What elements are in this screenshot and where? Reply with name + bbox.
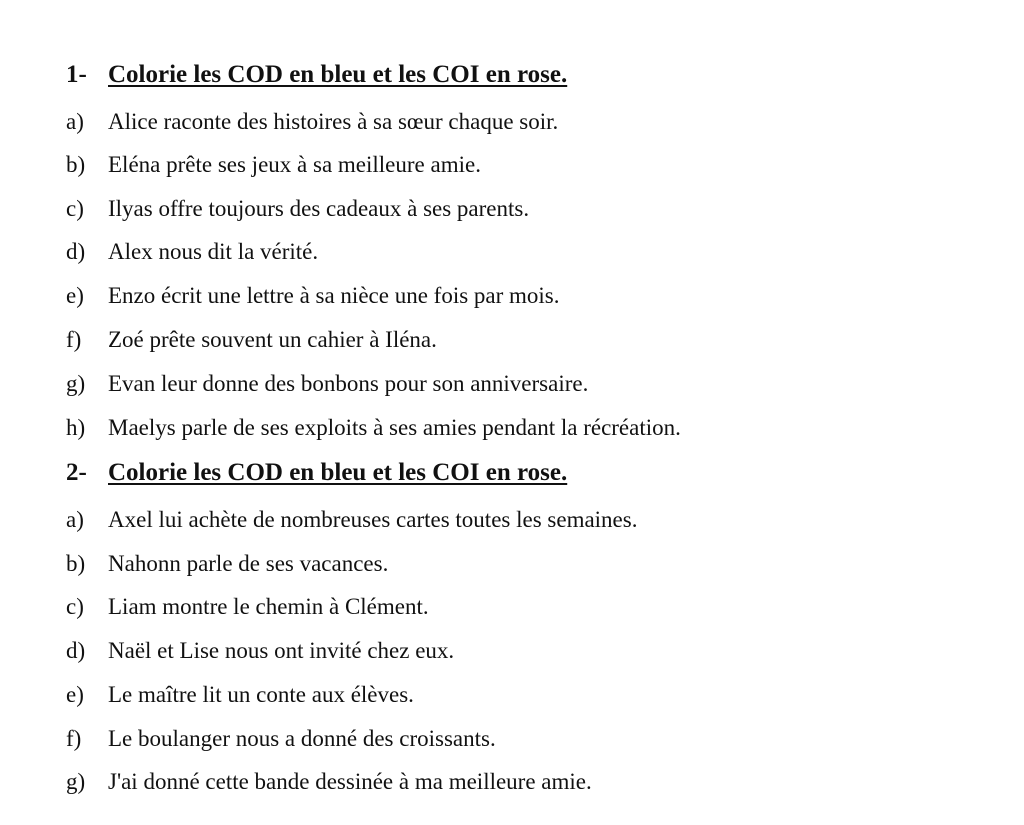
exercise-1-item-g xyxy=(66,370,588,398)
item-letter: g) xyxy=(66,371,86,396)
item-letter: h) xyxy=(66,415,86,440)
item-sentence: Alice raconte des histoires à sa sœur chaque soir. xyxy=(108,109,559,134)
item-letter: e) xyxy=(66,682,84,707)
item-sentence: Nahonn parle de ses vacances. xyxy=(108,551,389,576)
item-letter: d) xyxy=(66,638,86,663)
exercise-2-item-g xyxy=(66,768,592,796)
exercise-1-item-h xyxy=(66,414,681,442)
item-sentence: J'ai donné cette bande dessinée à ma meilleure amie. xyxy=(108,769,592,794)
item-sentence: Liam montre le chemin à Clément. xyxy=(108,594,429,619)
exercise-2-item-c xyxy=(66,593,429,621)
item-sentence: Alex nous dit la vérité. xyxy=(108,239,319,264)
exercise-2-instruction: Colorie les COD en bleu et les COI en rose. xyxy=(108,459,568,486)
item-sentence: Axel lui achète de nombreuses cartes toutes les semaines. xyxy=(108,507,638,532)
exercise-1-heading xyxy=(66,60,567,90)
exercise-2-item-f xyxy=(66,725,496,753)
exercise-1-number: 1- xyxy=(66,61,87,88)
exercise-1-item-f xyxy=(66,326,437,354)
item-letter: a) xyxy=(66,507,84,532)
item-sentence: Enzo écrit une lettre à sa nièce une fois par mois. xyxy=(108,283,560,308)
exercise-1-item-c xyxy=(66,195,529,223)
item-sentence: Ilyas offre toujours des cadeaux à ses parents. xyxy=(108,196,530,221)
item-letter: f) xyxy=(66,726,82,751)
exercise-2-number: 2- xyxy=(66,459,87,486)
item-letter: b) xyxy=(66,152,86,177)
item-sentence: Naël et Lise nous ont invité chez eux. xyxy=(108,638,455,663)
exercise-1-instruction: Colorie les COD en bleu et les COI en rose. xyxy=(108,61,568,88)
item-letter: c) xyxy=(66,594,84,619)
exercise-2-heading xyxy=(66,458,567,488)
exercise-1-item-d xyxy=(66,238,318,266)
exercise-2-item-b xyxy=(66,550,388,578)
item-sentence: Zoé prête souvent un cahier à Iléna. xyxy=(108,327,437,352)
item-sentence: Maelys parle de ses exploits à ses amies pendant la récréation. xyxy=(108,415,681,440)
item-letter: e) xyxy=(66,283,84,308)
item-sentence: Le maître lit un conte aux élèves. xyxy=(108,682,414,707)
item-letter: a) xyxy=(66,109,84,134)
exercise-2-item-a xyxy=(66,506,637,534)
exercise-1-item-b xyxy=(66,151,481,179)
exercise-2-item-d xyxy=(66,637,454,665)
item-letter: c) xyxy=(66,196,84,221)
item-letter: d) xyxy=(66,239,86,264)
exercise-2-item-e xyxy=(66,681,414,709)
exercise-1-item-a xyxy=(66,108,558,136)
exercise-1-item-e xyxy=(66,282,560,310)
item-sentence: Eléna prête ses jeux à sa meilleure amie. xyxy=(108,152,481,177)
item-letter: f) xyxy=(66,327,82,352)
item-sentence: Le boulanger nous a donné des croissants. xyxy=(108,726,496,751)
item-letter: b) xyxy=(66,551,86,576)
item-sentence: Evan leur donne des bonbons pour son anniversaire. xyxy=(108,371,589,396)
item-letter: g) xyxy=(66,769,86,794)
